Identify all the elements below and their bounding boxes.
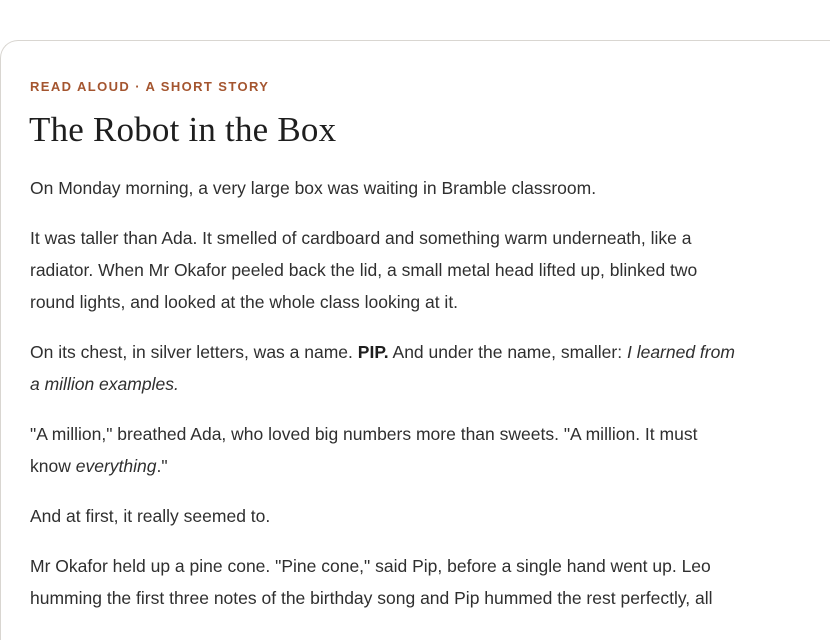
story-kicker: READ ALOUD · A SHORT STORY [30,79,270,94]
robot-name: PIP. [357,342,389,362]
story-title: The Robot in the Box [29,110,337,149]
paragraph-2-line-3: round lights, and looked at the whole class looking at it. [30,292,459,312]
story-paragraph-2 [30,222,800,318]
story-paragraph-4 [30,418,800,482]
paragraph-1-text: On Monday morning, a very large box was waiting in Bramble classroom. [30,178,597,198]
paragraph-3-italic-2: a million examples. [30,374,179,394]
story-paragraph-5 [30,500,800,532]
paragraph-4-text-a: know [30,456,71,476]
story-paragraph-3 [30,336,800,400]
paragraph-3-text-a: On its chest, in silver letters, was a name. [30,342,353,362]
paragraph-3-line-2 [30,368,800,400]
paragraph-2-line-1: It was taller than Ada. It smelled of cardboard and something warm underneath, like a [30,228,692,248]
paragraph-5-text: And at first, it really seemed to. [30,506,271,526]
paragraph-6-line-1: Mr Okafor held up a pine cone. "Pine cone," said Pip, before a single hand went up. Leo [30,556,711,576]
story-paragraph-6 [30,550,800,614]
paragraph-4-line-1: "A million," breathed Ada, who loved big numbers more than sweets. "A million. It must [30,424,698,444]
paragraph-4-emphasis: everything [75,456,157,476]
paragraph-3-italic-1: I learned from [626,342,735,362]
paragraph-3-line-1 [30,336,800,368]
paragraph-3-text-b: And under the name, smaller: [392,342,623,362]
paragraph-2-line-2: radiator. When Mr Okafor peeled back the lid, a small metal head lifted up, blinked two [30,260,698,280]
paragraph-4-line-2 [30,450,800,482]
paragraph-4-text-b: ." [156,456,168,476]
paragraph-6-line-2: humming the first three notes of the birthday song and Pip hummed the rest perfectly, all [30,588,713,608]
story-paragraph-1 [30,172,800,204]
story-body [30,172,800,632]
